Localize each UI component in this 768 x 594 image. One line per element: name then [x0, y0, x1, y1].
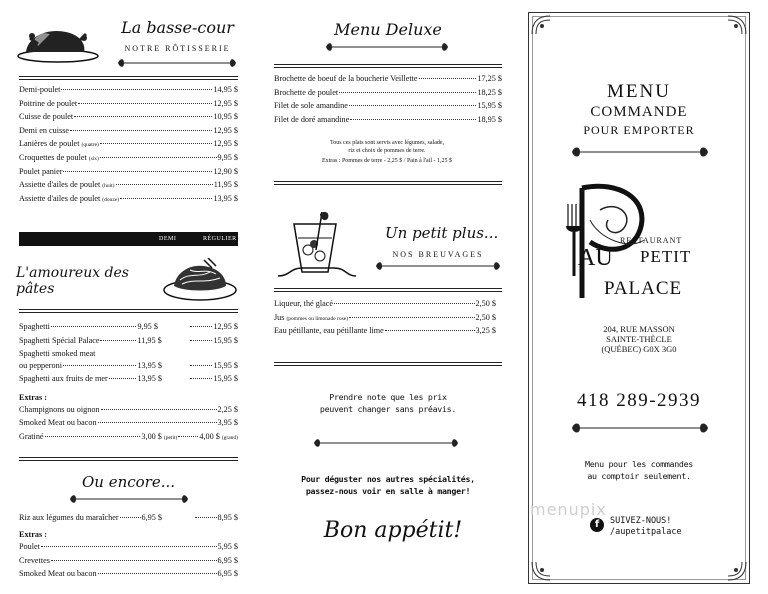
divider — [274, 288, 502, 292]
cover-phone: 418 289-2939 — [576, 390, 702, 411]
item-name: Brochette de boeuf de la boucherie Veillette — [274, 74, 418, 83]
item-name: Spaghetti — [19, 322, 50, 331]
menu-row — [19, 361, 238, 370]
flourish-divider — [374, 259, 502, 273]
item-name: Spaghetti Spécial Palace — [19, 336, 100, 345]
size-note: (petit) — [163, 435, 178, 441]
menu-row — [19, 194, 238, 203]
dot-leader — [334, 303, 475, 304]
item-note: (pommes ou limonade rose) — [286, 315, 349, 322]
dot-leader — [120, 517, 141, 518]
item-name: Cuisse de poulet — [19, 112, 74, 122]
menu-row — [19, 405, 238, 414]
item-price: 10,95 $ — [213, 112, 238, 122]
dot-leader — [349, 317, 475, 318]
menu-row — [274, 101, 502, 110]
item-price: 3,25 $ — [475, 326, 496, 335]
item-name: Smoked Meat ou bacon — [19, 418, 97, 427]
item-name: Assiette d'ailes de poulet — [19, 193, 101, 203]
dot-leader — [190, 365, 212, 366]
size-header-band — [19, 232, 238, 246]
item-price: 18,25 $ — [477, 87, 502, 97]
item-name: Filet de sole amandine — [274, 101, 348, 110]
menu-row — [274, 299, 496, 308]
cover-menu: MENU — [607, 81, 671, 102]
item-price: 3,95 $ — [217, 418, 238, 427]
corner-ornament-icon — [726, 560, 748, 582]
dot-leader — [349, 105, 477, 106]
flourish-divider — [68, 492, 190, 506]
dot-leader — [61, 89, 212, 90]
address-line-2: SAINTE-THÈCLE — [606, 334, 672, 344]
basse-cour-title: La basse-cour — [121, 18, 234, 37]
dot-leader — [51, 326, 137, 327]
dot-leader — [98, 573, 217, 574]
dot-leader — [385, 330, 475, 331]
address-line-3: (QUÉBEC) G0X 3G0 — [601, 344, 677, 354]
rotisserie-subtitle: NOTRE RÔTISSERIE — [124, 44, 231, 53]
demi-price: 6,95 $ — [141, 513, 162, 522]
size-note: (grand) — [221, 435, 238, 441]
item-note: (douze) — [102, 196, 120, 203]
dot-leader — [116, 184, 213, 185]
item-price: 13,95 $ — [213, 193, 238, 203]
item-price: 17,25 $ — [477, 74, 502, 83]
item-name: Riz aux légumes du maraîcher — [19, 513, 119, 522]
item-price: 2,50 $ — [475, 299, 496, 308]
item-name: Liqueur, thé glacé — [274, 299, 334, 308]
menu-row — [274, 115, 502, 124]
menu-row — [19, 167, 238, 176]
menu-row — [19, 99, 238, 108]
flourish-divider — [570, 144, 710, 160]
item-name: Poitrine de poulet — [19, 98, 78, 108]
deluxe-title: Menu Deluxe — [334, 20, 442, 39]
flourish-divider — [324, 40, 450, 54]
roast-chicken-icon — [14, 20, 102, 68]
specialties-line-2: passez-nous voir en salle à manger! — [305, 486, 471, 496]
item-price: 12,95 $ — [213, 98, 238, 108]
pates-title: L'amoureux des pâtes — [16, 265, 129, 297]
item-note: (quatre) — [81, 142, 99, 149]
menu-row — [19, 139, 238, 148]
menu-row — [19, 513, 238, 522]
menu-row — [19, 349, 238, 358]
cover-note-1: Menu pour les commandes — [585, 459, 693, 469]
item-price: 5,95 $ — [217, 542, 238, 551]
item-name: Spaghetti smoked meat — [19, 349, 96, 358]
facebook-handle[interactable]: /aupetitpalace — [610, 527, 682, 537]
item-note: (six) — [88, 156, 99, 162]
menu-row — [19, 126, 238, 135]
follow-us: SUIVEZ-NOUS! — [610, 516, 672, 526]
bon-appetit: Bon appétit! — [323, 518, 463, 543]
flourish-divider — [116, 56, 238, 70]
address-line-1: 204, RUE MASSON — [603, 324, 675, 334]
cover-note-2: au comptoir seulement. — [587, 471, 691, 481]
price-notice-line-2: peuvent changer sans préavis. — [319, 404, 457, 414]
pasta-plate-icon — [160, 258, 240, 304]
dot-leader — [41, 546, 217, 547]
item-name: Gratiné — [19, 432, 44, 441]
extras-label: Extras : — [19, 530, 47, 539]
item-name: Demi en cuisse — [19, 125, 70, 135]
demi-price: 9,95 $ — [137, 322, 158, 331]
item-price: 2,50 $ — [475, 312, 496, 322]
dot-leader — [101, 409, 217, 410]
item-price: 12,95 $ — [213, 125, 238, 135]
dot-leader — [74, 116, 212, 117]
item-note: (huit) — [102, 183, 115, 190]
item-name: ou pepperoni — [19, 361, 62, 370]
cover-commande: COMMANDE — [590, 104, 688, 120]
menu-row — [274, 88, 502, 97]
menu-row — [19, 153, 238, 162]
item-price: 14,95 $ — [213, 85, 238, 94]
item-price: 15,95 $ — [477, 101, 502, 110]
item-price: 6,95 $ — [217, 569, 238, 578]
dot-leader — [419, 78, 477, 79]
watermark: menupix — [530, 500, 607, 519]
item-name: Jus — [274, 312, 285, 322]
menu-row — [274, 313, 496, 322]
dot-leader — [190, 378, 212, 379]
dot-leader — [100, 340, 136, 341]
item-name: Spaghetti aux fruits de mer — [19, 374, 108, 383]
dot-leader — [195, 517, 217, 518]
menu-row — [19, 542, 238, 551]
deluxe-note-2: riz et choix de pommes de terre. — [348, 148, 426, 154]
menu-row — [19, 112, 238, 121]
cover-pour-emporter: POUR EMPORTER — [583, 123, 695, 137]
menu-row — [274, 74, 502, 83]
regulier-price: 15,95 $ — [213, 336, 238, 345]
item-name: Croquettes de poulet — [19, 153, 87, 162]
item-name: Assiette d'ailes de poulet — [19, 180, 101, 190]
encore-title: Ou encore... — [81, 473, 176, 491]
dot-leader — [70, 130, 212, 131]
menu-row — [19, 85, 238, 94]
demi-header: DEMI — [159, 236, 177, 242]
dot-leader — [63, 365, 136, 366]
cover-au: AU — [578, 245, 613, 271]
dot-leader — [78, 103, 212, 104]
item-name: Smoked Meat ou bacon — [19, 569, 97, 578]
menu-row — [19, 569, 238, 578]
item-name: Eau pétillante, eau pétillante lime — [274, 326, 384, 335]
menu-row — [19, 432, 238, 441]
breuvages-subtitle: NOS BREUVAGES — [392, 250, 484, 259]
regulier-price: 15,95 $ — [213, 361, 238, 370]
large-price: 4,00 $ — [199, 432, 220, 441]
demi-price: 13,95 $ — [137, 374, 162, 383]
corner-ornament-icon — [530, 560, 552, 582]
demi-price: 13,95 $ — [137, 361, 162, 370]
divider — [274, 362, 502, 366]
item-price: 18,95 $ — [477, 114, 502, 124]
dot-leader — [350, 119, 476, 120]
item-name: Brochette de poulet — [274, 87, 339, 97]
cover-palace: PALACE — [604, 278, 683, 299]
regulier-price: 15,95 $ — [213, 374, 238, 383]
dot-leader — [109, 378, 137, 379]
menu-row — [19, 336, 238, 345]
cover-petit: PETIT — [640, 247, 692, 266]
dot-leader — [51, 560, 217, 561]
divider — [274, 181, 502, 185]
divider — [19, 457, 238, 461]
item-name: Champignons ou oignon — [19, 405, 100, 414]
menu-row — [19, 322, 238, 331]
item-name: Demi-poulet — [19, 85, 61, 94]
cover-restaurant: RESTAURANT — [620, 236, 683, 245]
dot-leader — [190, 326, 212, 327]
item-price: 2,25 $ — [217, 405, 238, 414]
deluxe-note-1: Tous ces plats sont servis avec légumes, salade, — [329, 140, 445, 146]
menu-row — [19, 556, 238, 565]
dot-leader — [45, 436, 141, 437]
menu-row — [274, 326, 496, 335]
item-price: 9,95 $ — [217, 153, 238, 162]
item-price: 12,90 $ — [213, 166, 238, 176]
flourish-divider — [570, 420, 710, 436]
demi-price: 11,95 $ — [137, 336, 162, 345]
price-notice-line-1: Prendre note que les prix — [329, 392, 447, 402]
divider — [19, 76, 238, 80]
dot-leader — [339, 92, 476, 93]
item-price: 11,95 $ — [213, 180, 238, 190]
corner-ornament-icon — [726, 14, 748, 36]
menu-row — [19, 374, 238, 383]
extras-label: Extras : — [19, 393, 47, 402]
dot-leader — [98, 422, 217, 423]
flourish-divider — [312, 436, 460, 450]
dot-leader — [178, 436, 198, 437]
deluxe-extras-note: Extras : Pommes de terre - 2,25 $ / Pain à l'ail - 1,25 $ — [321, 158, 453, 164]
dot-leader — [100, 143, 213, 144]
dot-leader — [100, 157, 217, 158]
item-price: 6,95 $ — [217, 555, 238, 565]
divider — [19, 309, 238, 313]
item-price: 12,95 $ — [213, 139, 238, 149]
cover-address — [532, 324, 746, 354]
dot-leader — [120, 198, 212, 199]
petit-plus-title: Un petit plus... — [385, 224, 499, 242]
item-name: Filet de doré amandine — [274, 114, 350, 124]
item-name: Lanières de poulet — [19, 139, 80, 149]
facebook-icon[interactable]: f — [590, 518, 604, 532]
small-price: 3,00 $ — [141, 432, 162, 441]
menu-row — [19, 180, 238, 189]
dot-leader — [190, 340, 212, 341]
regulier-price: 12,95 $ — [213, 322, 238, 331]
drink-glass-icon — [276, 210, 358, 282]
item-name: Poulet panier — [19, 166, 63, 176]
menu-row — [19, 418, 238, 427]
corner-ornament-icon — [530, 14, 552, 36]
item-name: Poulet — [19, 542, 40, 551]
regulier-header: RÉGULIER — [203, 236, 237, 242]
regulier-price: 8,95 $ — [217, 513, 238, 522]
dot-leader — [63, 171, 212, 172]
item-name: Crevettes — [19, 555, 50, 565]
specialties-line-1: Pour déguster nos autres spécialités, — [301, 474, 475, 484]
divider — [274, 64, 502, 68]
